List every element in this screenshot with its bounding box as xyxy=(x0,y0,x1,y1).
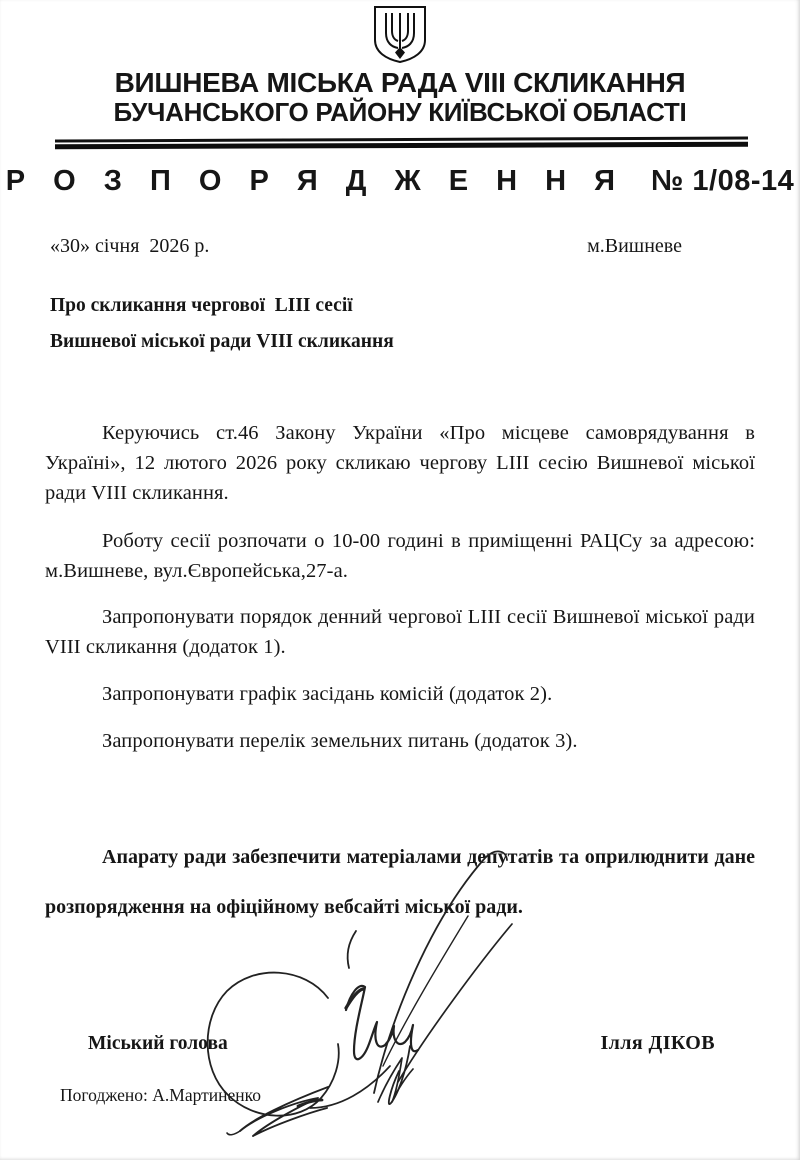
org-name-line1: ВИШНЕВА МІСЬКА РАДА VIII СКЛИКАННЯ xyxy=(114,67,686,98)
doc-date: «30» січня 2026 р. xyxy=(50,235,210,258)
date-row xyxy=(0,235,800,258)
signer-name: Ілля ДІКОВ xyxy=(600,1032,715,1055)
subject-line1: Про скликання чергової LIII сесії xyxy=(50,295,353,317)
paragraph-legal-basis: Керуючись ст.46 Закону України «Про місцеве самоврядування в Україні», 12 лютого 2026 року скликаю чергову LIII сесію Вишневої міської ради VIII скликання. xyxy=(45,422,755,505)
paragraph-agenda: Запропонувати порядок денний чергової LIII сесії Вишневої міської ради VIII скликання (додаток 1). xyxy=(45,606,755,659)
doc-subject xyxy=(50,288,800,360)
emblem-wrap xyxy=(0,0,800,64)
signer-position: Міський голова xyxy=(88,1033,228,1055)
paragraph-land-issues: Запропонувати перелік земельних питань (додаток 3). xyxy=(102,730,578,753)
paragraph-session-time: Роботу сесії розпочати о 10-00 годині в приміщенні РАЦСу за адресою: м.Вишневе, вул.Європейська,27-а. xyxy=(45,530,755,583)
subject-line2: Вишневої міської ради VIII скликання xyxy=(50,331,394,353)
header-divider xyxy=(55,138,748,148)
order-title xyxy=(0,165,800,198)
doc-number: № 1/08-14 xyxy=(651,165,795,198)
doc-place: м.Вишневе xyxy=(587,235,682,258)
org-name-line2: БУЧАНСЬКОГО РАЙОНУ КИЇВСЬКОЇ ОБЛАСТІ xyxy=(113,97,687,128)
approval-line: Погоджено: А.Мартиненко xyxy=(60,1085,261,1106)
org-name xyxy=(0,67,800,127)
doc-type-label: Р О З П О Р Я Д Ж Е Н Н Я xyxy=(5,165,626,198)
ukraine-trident-icon xyxy=(371,5,429,64)
signature-row xyxy=(0,1032,800,1055)
paragraph-directive: Апарату ради забезпечити матеріалами депутатів та оприлюднити дане розпорядження на офіційному вебсайті міської ради. xyxy=(45,846,755,919)
paragraph-committee-schedule: Запропонувати графік засідань комісій (додаток 2). xyxy=(102,683,553,706)
